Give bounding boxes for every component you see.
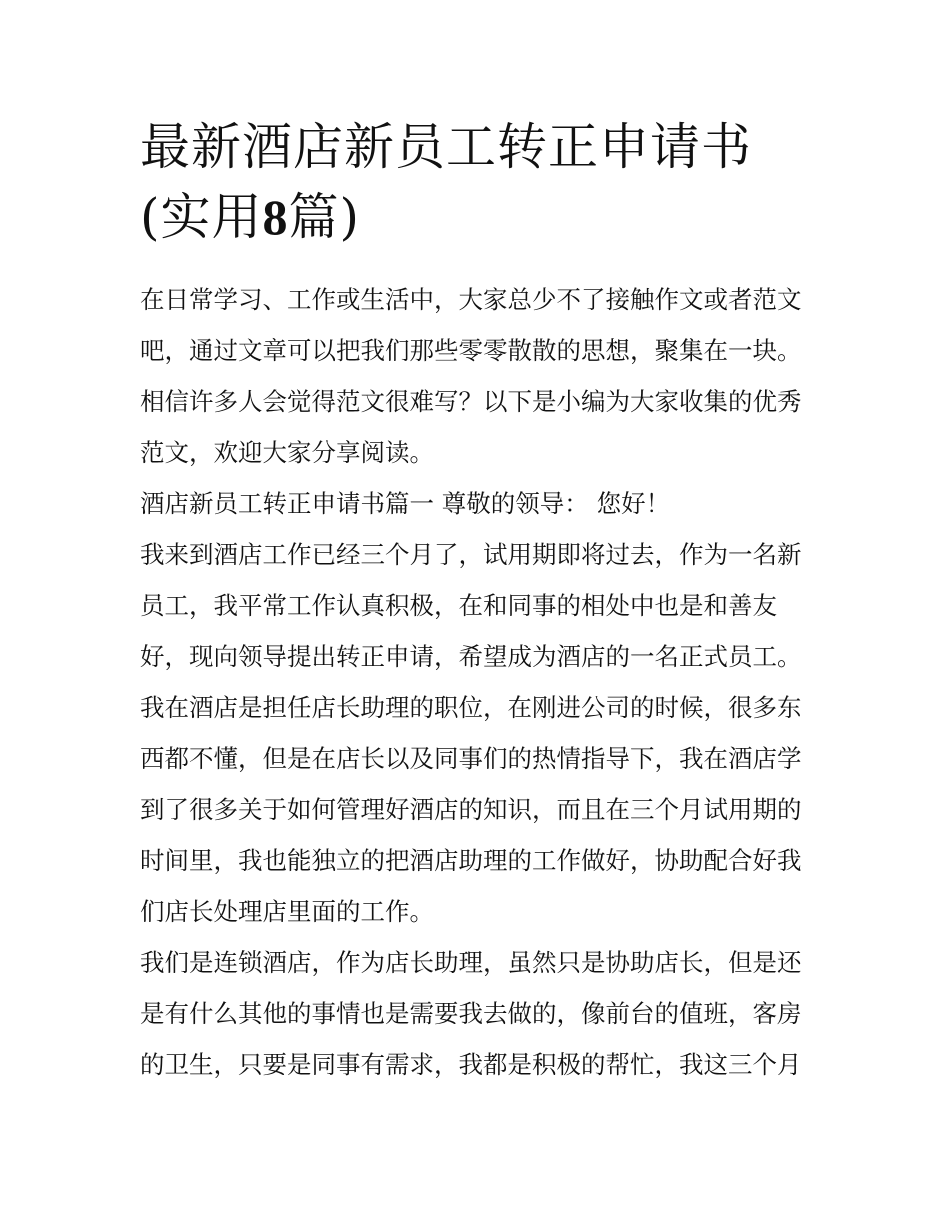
body-paragraph: 我来到酒店工作已经三个月了，试用期即将过去，作为一名新员工，我平常工作认真积极，在和同事的相处中也是和善友好，现向领导提出转正申请，希望成为酒店的一名正式员工。: [140, 540, 802, 671]
salutation-paragraph: 酒店新员工转正申请书篇一 尊敬的领导： 您好！: [140, 489, 671, 518]
body-paragraph: 我在酒店是担任店长助理的职位，在刚进公司的时候，很多东西都不懂，但是在店长以及同事们的热情指导下，我在酒店学到了很多关于如何管理好酒店的知识，而且在三个月试用期的时间里，我也能独立的把酒店助理的工作做好，协助配合好我们店长处理店里面的工作。: [140, 693, 802, 926]
title-text: 最新酒店新员工转正申请书(实用: [140, 118, 752, 246]
intro-paragraph: 在日常学习、工作或生活中，大家总少不了接触作文或者范文吧，通过文章可以把我们那些零零散散的思想，聚集在一块。相信许多人会觉得范文很难写？以下是小编为大家收集的优秀范文，欢迎大家分享阅读。: [140, 285, 802, 467]
document-title: [140, 112, 820, 252]
title-text-end: 篇): [288, 188, 361, 246]
document-page: [140, 112, 820, 1090]
title-number: 8: [262, 189, 289, 245]
body-paragraph: 我们是连锁酒店，作为店长助理，虽然只是协助店长，但是还是有什么其他的事情也是需要我去做的，像前台的值班，客房的卫生，只要是同事有需求，我都是积极的帮忙，我这三个月: [140, 948, 802, 1079]
document-body: [140, 274, 820, 1090]
